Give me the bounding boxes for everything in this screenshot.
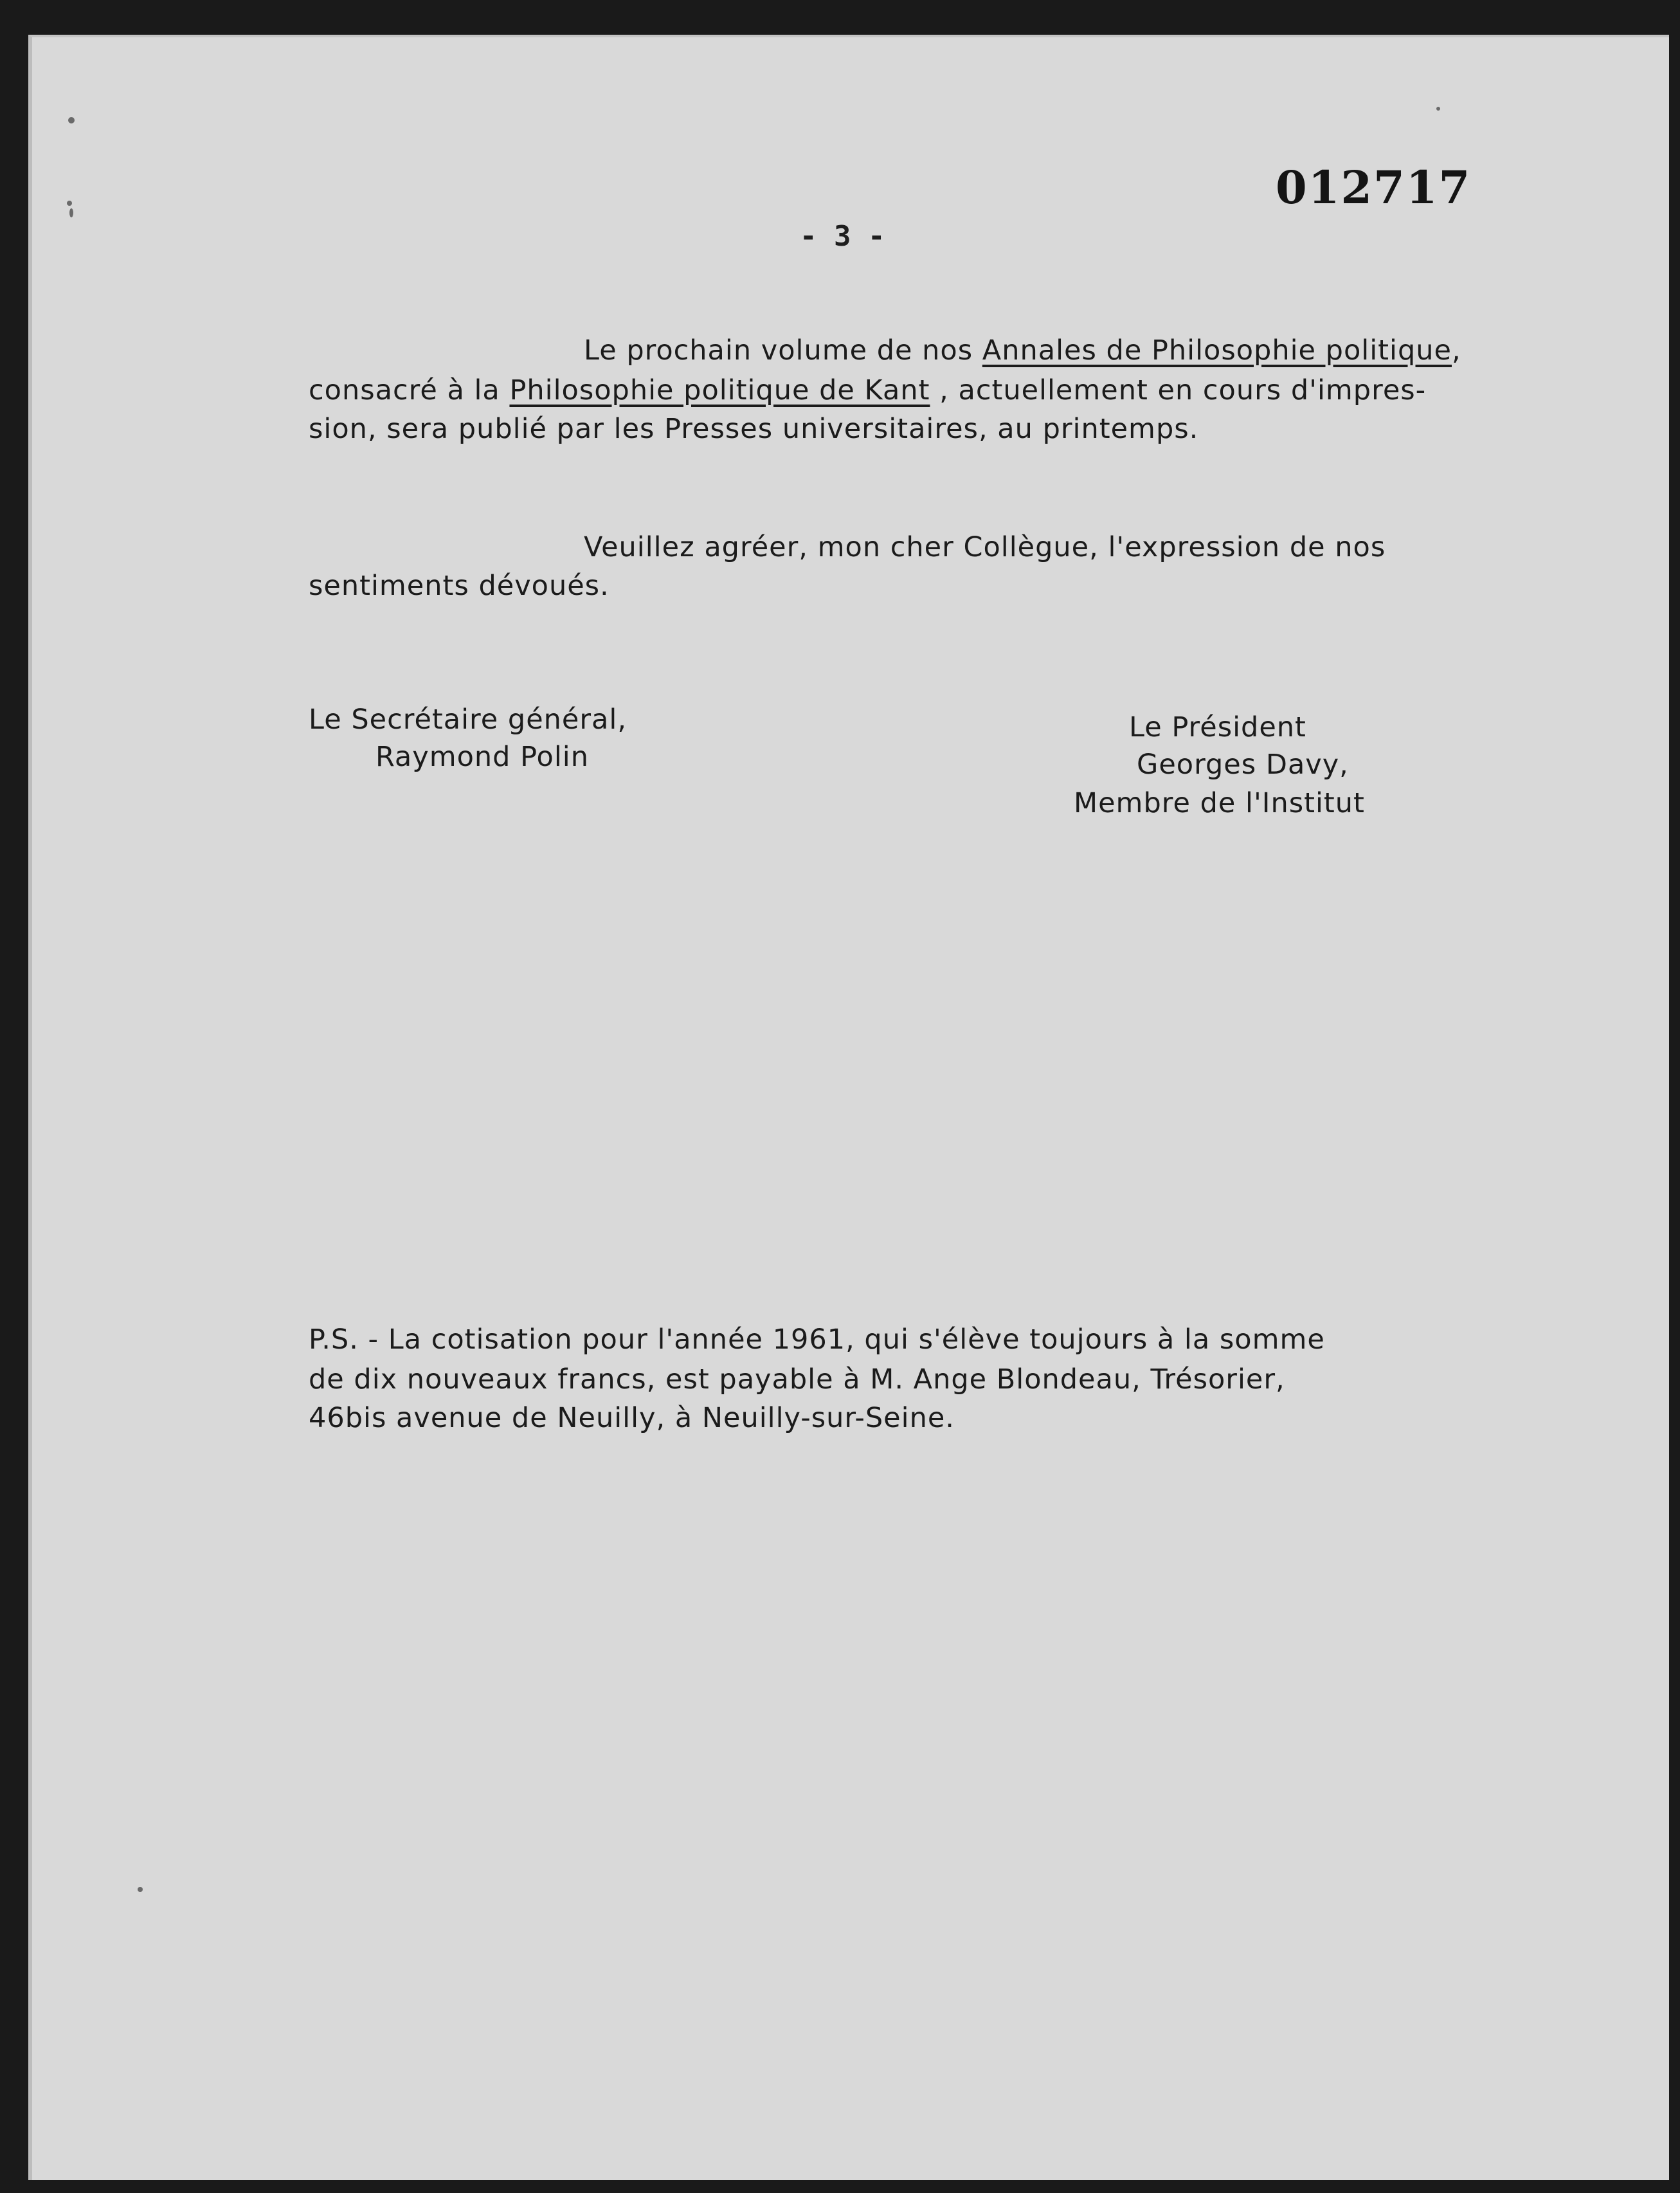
paragraph1-line1-text: Le prochain volume de nos bbox=[584, 334, 982, 367]
document-page bbox=[28, 35, 1669, 2180]
paragraph1-line2-rest: , actuellement en cours d'impres- bbox=[930, 374, 1427, 406]
postscript-line3: 46bis avenue de Neuilly, à Neuilly-sur-Seine. bbox=[309, 1402, 955, 1434]
secretary-name: Raymond Polin bbox=[375, 741, 589, 773]
page-number: - 3 - bbox=[800, 220, 885, 253]
president-name: Georges Davy, bbox=[1137, 749, 1349, 781]
volume-title: Philosophie politique de Kant bbox=[509, 374, 930, 406]
postscript-line1: P.S. - La cotisation pour l'année 1961, qui s'élève toujours à la somme bbox=[309, 1324, 1325, 1356]
president-title: Le Président bbox=[1129, 711, 1306, 743]
president-affiliation: Membre de l'Institut bbox=[1074, 787, 1365, 819]
paragraph1-line1 bbox=[584, 334, 1461, 367]
dust-speck bbox=[68, 117, 75, 123]
paragraph1-line2 bbox=[309, 374, 1426, 406]
dust-speck bbox=[138, 1887, 143, 1892]
journal-title: Annales de Philosophie politique bbox=[982, 334, 1452, 367]
paragraph2-line1: Veuillez agréer, mon cher Collègue, l'expression de nos bbox=[584, 531, 1386, 563]
postscript-line2: de dix nouveaux francs, est payable à M. Ange Blondeau, Trésorier, bbox=[309, 1363, 1285, 1396]
dust-speck bbox=[69, 208, 73, 217]
document-number: 012717 bbox=[1276, 161, 1472, 214]
paragraph1-line2-text: consacré à la bbox=[309, 374, 510, 406]
dust-speck bbox=[1436, 107, 1440, 111]
paragraph1-line1-comma: , bbox=[1451, 334, 1461, 367]
secretary-title: Le Secrétaire général, bbox=[309, 704, 628, 736]
paragraph2-line2: sentiments dévoués. bbox=[309, 570, 610, 602]
paragraph1-line3: sion, sera publié par les Presses universitaires, au printemps. bbox=[309, 413, 1199, 445]
dust-speck bbox=[67, 201, 72, 206]
